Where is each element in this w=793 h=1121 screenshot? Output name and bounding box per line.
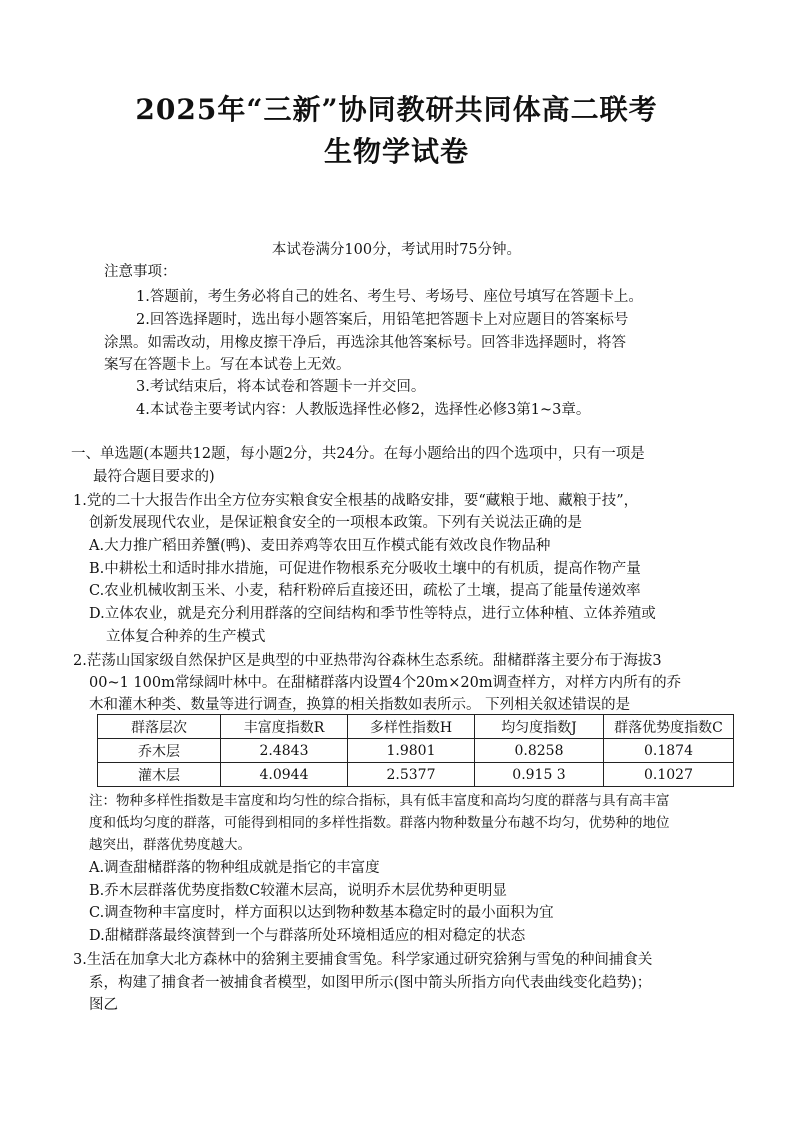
notice-item: 4.本试卷主要考试内容：人教版选择性必修2，选择性必修3第1~3章。 [136, 402, 591, 418]
question-1-option-c: C.农业机械收割玉米、小麦，秸秆粉碎后直接还田，疏松了土壤，提高了能量传递效率 [89, 583, 641, 599]
table-cell: 乔木层 [98, 739, 221, 763]
question-2-note: 注：物种多样性指数是丰富度和均匀性的综合指标，具有低丰富度和高均匀度的群落与具有高丰富 [89, 793, 670, 809]
question-2-option-c: C.调查物种丰富度时，样方面积以达到物种数基本稳定时的最小面积为宜 [89, 905, 554, 921]
question-1-option-a: A.大力推广稻田养蟹(鸭)、麦田养鸡等农田互作模式能有效改良作物品种 [89, 538, 551, 554]
question-2-note: 越突出，群落优势度越大。 [89, 837, 251, 853]
table-cell: 2.4843 [221, 739, 348, 763]
table-cell: 2.5377 [348, 763, 475, 787]
exam-intro: 本试卷满分100分，考试用时75分钟。 [271, 242, 522, 258]
table-cell: 0.915 3 [475, 763, 604, 787]
question-2-note: 度和低均匀度的群落，可能得到相同的多样性指数。群落内物种数量分布越不均匀，优势种的地位 [89, 815, 670, 831]
question-1-option-d-cont: 立体复合种养的生产模式 [106, 629, 266, 645]
table-cell: 4.0944 [221, 763, 348, 787]
notice-item: 涂黑。如需改动，用橡皮擦干净后，再选涂其他答案标号。回答非选择题时，将答 [104, 335, 626, 351]
notice-heading: 注意事项： [104, 264, 177, 280]
exam-title-line-2: 生物学试卷 [323, 135, 469, 168]
table-cell: 0.1027 [604, 763, 734, 787]
table-cell: 灌木层 [98, 763, 221, 787]
notice-item: 案写在答题卡上。写在本试卷上无效。 [104, 357, 351, 373]
table-header-cell: 群落优势度指数C [604, 715, 734, 739]
question-1-option-b: B.中耕松土和适时排水措施，可促进作物根系充分吸收土壤中的有机质，提高作物产量 [89, 561, 641, 577]
question-2-stem: 00~1 100m常绿阔叶林中。在甜槠群落内设置4个20m×20m调查样方，对样方内所有的乔 [89, 675, 682, 691]
question-1-stem: 创新发展现代农业，是保证粮食安全的一项根本政策。下列有关说法正确的是 [89, 515, 582, 531]
notice-item: 3.考试结束后，将本试卷和答题卡一并交回。 [136, 379, 426, 395]
question-3-stem: 系，构建了捕食者一被捕食者模型，如图甲所示(图中箭头所指方向代表曲线变化趋势)； [89, 975, 652, 991]
table-cell: 0.8258 [475, 739, 604, 763]
table-cell: 0.1874 [604, 739, 734, 763]
notice-item: 2.回答选择题时，选出每小题答案后，用铅笔把答题卡上对应题目的答案标号 [136, 312, 629, 328]
question-3-stem: 图乙 [89, 997, 118, 1013]
question-2-option-d: D.甜槠群落最终演替到一个与群落所处环境相适应的相对稳定的状态 [89, 928, 526, 944]
table-header-cell: 多样性指数H [348, 715, 475, 739]
table-cell: 1.9801 [348, 739, 475, 763]
question-3-stem: 3.生活在加拿大北方森林中的猞猁主要捕食雪兔。科学家通过研究猞猁与雪兔的种间捕食关 [73, 952, 653, 968]
question-2-stem: 木和灌木种类、数量等进行调查，换算的相关指数如表所示。 下列相关叙述错误的是 [89, 697, 631, 713]
question-2-option-a: A.调查甜槠群落的物种组成就是指它的丰富度 [89, 860, 380, 876]
question-1-option-d: D.立体农业，就是充分利用群落的空间结构和季节性等特点，进行立体种植、立体养殖或 [89, 606, 656, 622]
table-row [98, 739, 734, 763]
table-header-cell: 群落层次 [98, 715, 221, 739]
exam-title-line-1: 2025年“三新”协同教研共同体高二联考 [135, 93, 658, 126]
question-2-option-b: B.乔木层群落优势度指数C较灌木层高，说明乔木层优势种更明显 [89, 883, 507, 899]
table-header-row [98, 715, 734, 739]
table-row [98, 763, 734, 787]
table-header-cell: 均匀度指数J [475, 715, 604, 739]
table-header-cell: 丰富度指数R [221, 715, 348, 739]
section-heading-cont: 最符合题目要求的) [93, 469, 215, 485]
notice-item: 1.答题前，考生务必将自己的姓名、考生号、考场号、座位号填写在答题卡上。 [136, 289, 643, 305]
section-heading: 一、单选题(本题共12题，每小题2分，共24分。在每小题给出的四个选项中，只有一项是 [71, 446, 645, 462]
question-1-stem: 1.党的二十大报告作出全方位夯实粮食安全根基的战略安排，要“藏粮于地、藏粮于技”， [73, 493, 639, 509]
community-index-table [97, 714, 734, 787]
question-2-stem: 2.茫荡山国家级自然保护区是典型的中亚热带沟谷森林生态系统。甜槠群落主要分布于海拔3 [73, 653, 662, 669]
